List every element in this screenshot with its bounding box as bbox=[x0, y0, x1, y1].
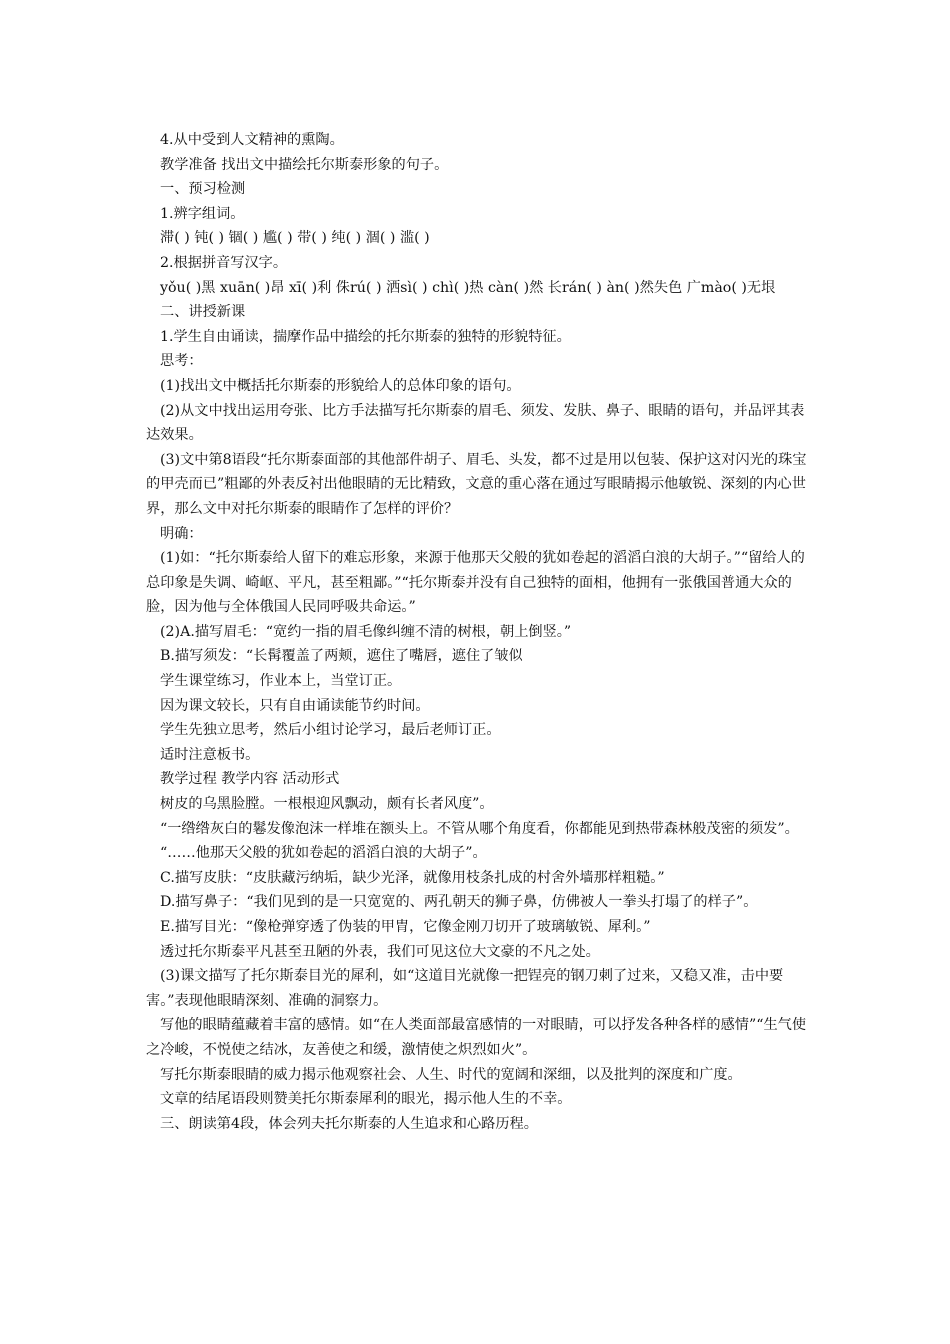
text-line: 透过托尔斯泰平凡甚至丑陋的外表，我们可见这位大文豪的不凡之处。 bbox=[160, 943, 600, 960]
text-line: 滞( ) 钝( ) 锢( ) 尴( ) 带( ) 纯( ) 涸( ) 滥( ) bbox=[160, 230, 430, 247]
text-line: E.描写目光：“像枪弹穿透了伪装的甲胄，它像金刚刀切开了玻璃敏锐、犀利。” bbox=[160, 919, 651, 935]
text-line: (1)如：“托尔斯泰给人留下的难忘形象，来源于他那天父般的犹如卷起的滔滔白浪的大胡子。”“留给人的总印象是失调、崎岖、平凡，甚至粗鄙。”“托尔斯泰并没有自己独特的面相，他拥有一张俄国普通大众的脸，因为他与全体俄国人民同呼吸共命运。” bbox=[146, 550, 805, 616]
text-line: (2)从文中找出运用夸张、比方手法描写托尔斯泰的眉毛、须发、发肤、鼻子、眼睛的语句，并品评其表达效果。 bbox=[146, 402, 805, 444]
text-line: B.描写须发：“长髯覆盖了两颊，遮住了嘴唇，遮住了皱似 bbox=[160, 648, 523, 665]
text-line: D.描写鼻子：“我们见到的是一只宽宽的、两孔朝天的狮子鼻，仿佛被人一拳头打塌了的样子”。 bbox=[160, 894, 758, 911]
text-line: “……他那天父般的犹如卷起的滔滔白浪的大胡子”。 bbox=[160, 845, 487, 862]
text-line: 学生课堂练习，作业本上，当堂订正。 bbox=[160, 673, 402, 690]
text-line: 1.辨字组词。 bbox=[160, 205, 245, 222]
text-line: 文章的结尾语段则赞美托尔斯泰犀利的眼光，揭示他人生的不幸。 bbox=[160, 1091, 572, 1108]
section-heading: 三、朗读第4段，体会列夫托尔斯泰的人生追求和心路历程。 bbox=[160, 1115, 538, 1132]
text-line: 因为课文较长，只有自由诵读能节约时间。 bbox=[160, 697, 430, 714]
text-line: 思考： bbox=[160, 353, 203, 370]
text-line: C.描写皮肤：“皮肤藏污纳垢，缺少光泽，就像用枝条扎成的村舍外墙那样粗糙。” bbox=[160, 869, 665, 886]
text-line: 1.学生自由诵读，揣摩作品中描绘的托尔斯泰的独特的形貌特征。 bbox=[160, 328, 571, 345]
text-line: 教学准备 找出文中描绘托尔斯泰形象的句子。 bbox=[160, 156, 449, 173]
text-line: 树皮的乌黑脸膛。一根根迎风飘动，颇有长者风度”。 bbox=[160, 796, 494, 813]
text-line: 教学过程 教学内容 活动形式 bbox=[160, 771, 340, 788]
text-line: yǒu( )黑 xuān( )昂 xī( )利 侏rú( ) 洒sì( ) chì( )热 càn( )然 长rán( ) àn( )然失色 广mào( )无垠 bbox=[160, 279, 776, 296]
section-heading: 二、讲授新课 bbox=[160, 304, 246, 321]
text-line: 2.根据拼音写汉字。 bbox=[160, 254, 288, 271]
text-line: 写他的眼睛蕴藏着丰富的感情。如“在人类面部最富感情的一对眼睛，可以抒发各种各样的感情”“生气使之冷峻，不悦使之结冰，友善使之和缓，激情使之炽烈如火”。 bbox=[146, 1017, 807, 1058]
text-line: (2)A.描写眉毛：“宽约一指的眉毛像纠缠不清的树根，朝上倒竖。” bbox=[160, 623, 572, 640]
text-line: 学生先独立思考，然后小组讨论学习，最后老师订正。 bbox=[160, 722, 501, 739]
text-line: 明确： bbox=[160, 525, 203, 542]
text-line: (3)文中第8语段“托尔斯泰面部的其他部件胡子、眉毛、头发，都不过是用以包装、保护这对闪光的珠宝的甲壳而已”粗鄙的外表反衬出他眼睛的无比精致，文意的重心落在通过写眼睛揭示他敏锐、深刻的内心世界，那么文中对托尔斯泰的眼睛作了怎样的评价？ bbox=[146, 451, 807, 517]
text-line: 写托尔斯泰眼睛的威力揭示他观察社会、人生、时代的宽阔和深细，以及批判的深度和广度。 bbox=[160, 1066, 742, 1083]
document-body bbox=[146, 128, 814, 1136]
text-line: “一绺绺灰白的鬈发像泡沫一样堆在额头上。不管从哪个角度看，你都能见到热带森林般茂密的须发”。 bbox=[160, 820, 799, 837]
text-line: (3)课文描写了托尔斯泰目光的犀利，如“这道目光就像一把锃亮的钢刀刺了过来，又稳又准，击中要害。”表现他眼睛深刻、准确的洞察力。 bbox=[146, 968, 784, 1009]
text-line: 适时注意板书。 bbox=[160, 746, 260, 763]
section-heading: 一、预习检测 bbox=[160, 181, 246, 198]
text-line: (1)找出文中概括托尔斯泰的形貌给人的总体印象的语句。 bbox=[160, 377, 521, 394]
text-line: 4.从中受到人文精神的熏陶。 bbox=[160, 132, 344, 148]
